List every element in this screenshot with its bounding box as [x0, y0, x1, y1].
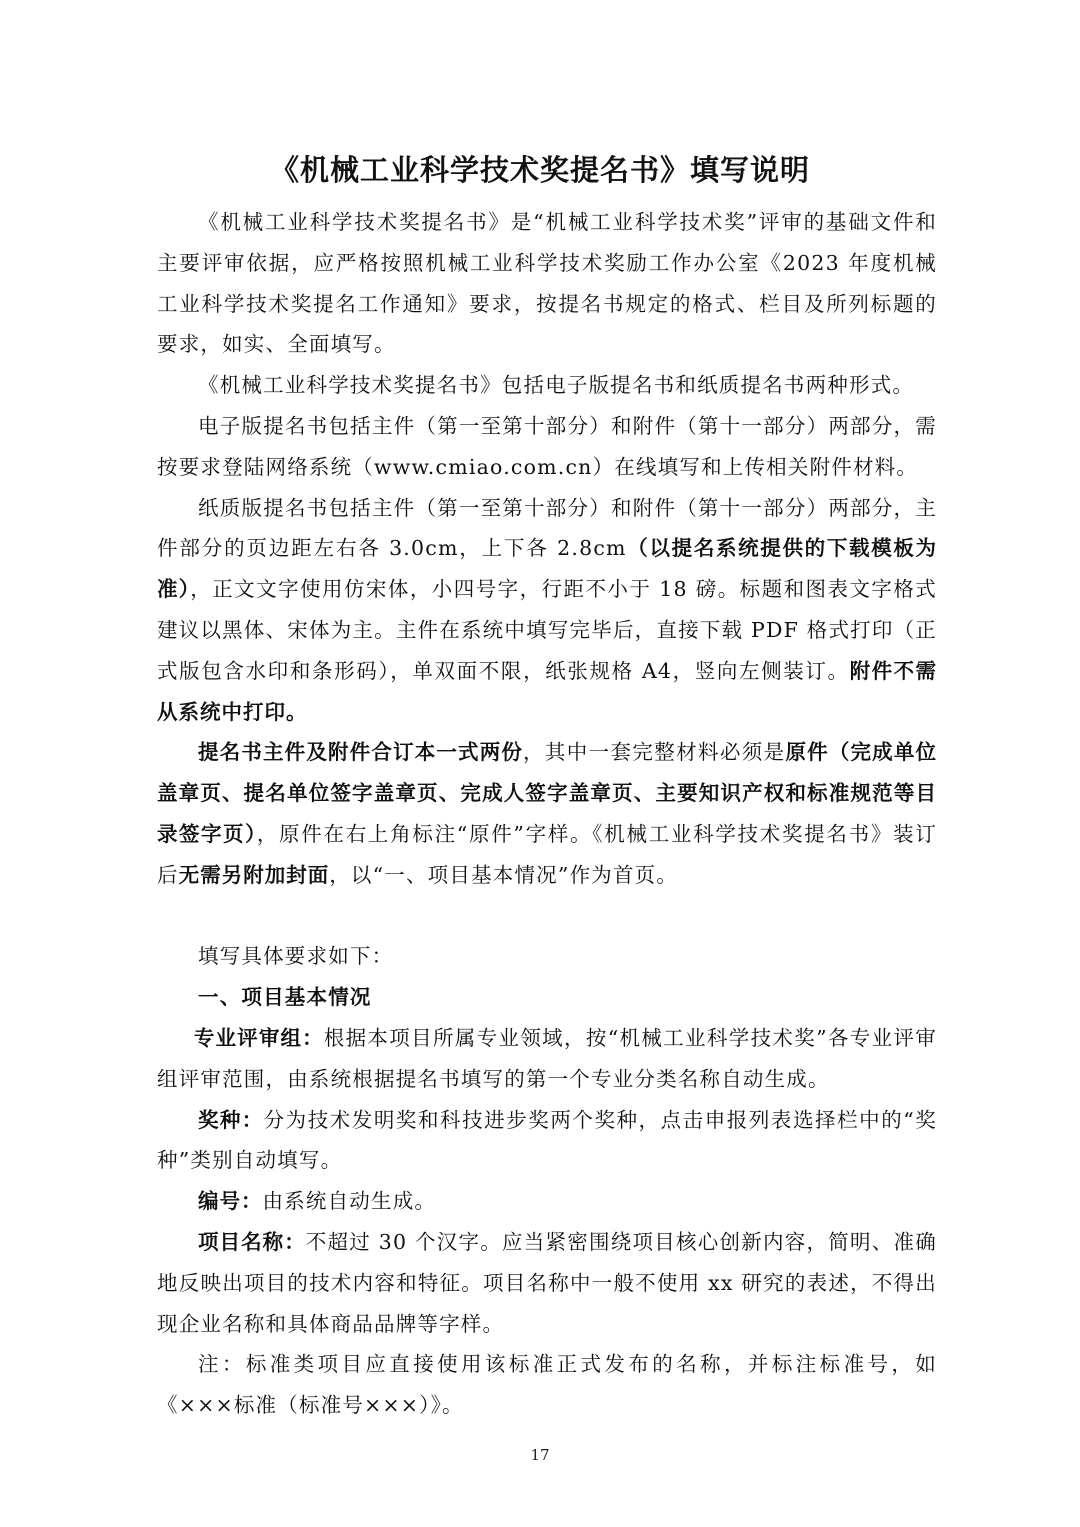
intro-paragraph-2: 《机械工业科学技术奖提名书》包括电子版提名书和纸质提名书两种形式。 [198, 373, 915, 398]
paragraph-4-text-a: 纸质版提名书包括主件（第一至第十部分）和附件（第十一部分）两部分，主件部分的页边距左右各 3.0cm，上下各 2.8cm [157, 495, 937, 561]
intro-paragraph-4 [157, 488, 937, 733]
section-1-heading: 一、项目基本情况 [198, 985, 372, 1010]
award-type-label: 奖种： [198, 1107, 264, 1132]
document-title: 《机械工业科学技术奖提名书》填写说明 [269, 153, 810, 187]
award-type-text: 分为技术发明奖和科技进步奖两个奖种，点击申报列表选择栏中的“奖种”类别自动填写。 [157, 1107, 937, 1173]
project-name-text: 不超过 30 个汉字。应当紧密围绕项目核心创新内容，简明、准确地反映出项目的技术内容和特征。项目名称中一般不使用 xx 研究的表述，不得出现企业名称和具体商品品牌等字样。 [157, 1229, 938, 1336]
paragraph-5-bold-originals: 原件（完成单位盖章页、提名单位签字盖章页、完成人签字盖章页、主要知识产权和标准规范等目录签字页） [157, 740, 938, 846]
intro-paragraph-1: 《机械工业科学技术奖提名书》是“机械工业科学技术奖”评审的基础文件和主要评审依据，应严格按照机械工业科学技术奖励工作办公室《2023 年度机械工业科学技术奖提名工作通知》要求，按提名书规定的格式、栏目及所列标题的要求，如实、全面填写。 [157, 210, 937, 357]
intro-paragraph-5 [157, 732, 937, 895]
number-text: 由系统自动生成。 [262, 1189, 437, 1214]
project-name-paragraph [157, 1222, 937, 1344]
project-name-label: 项目名称： [198, 1229, 306, 1254]
paragraph-4-bold-template-note: （以提名系统提供的下载模板为准） [157, 536, 937, 602]
page-number: 17 [530, 1446, 550, 1464]
award-type-paragraph [157, 1100, 937, 1182]
note-paragraph: 注：标准类项目应直接使用该标准正式发布的名称，并标注标准号，如《×××标准（标准号×××）》。 [157, 1352, 937, 1418]
requirements-lead: 填写具体要求如下： [198, 944, 394, 969]
paragraph-5-bold-no-cover: 无需另附加封面 [178, 862, 330, 887]
review-group-text: 根据本项目所属专业领域，按“机械工业科学技术奖”各专业评审组评审范围，由系统根据提名书填写的第一个专业分类名称自动生成。 [157, 1025, 937, 1091]
paragraph-5-text-d: ，原件在右上角标注“原件”字样。《机械工业科学技术奖提名书》装订后 [157, 821, 938, 887]
document-body [157, 202, 937, 1426]
blank-line [157, 896, 937, 937]
paragraph-5-text-f: ，以“一、项目基本情况”作为首页。 [329, 862, 679, 887]
number-label: 编号： [198, 1189, 263, 1214]
review-group-label: 专业评审组： [193, 1025, 324, 1050]
number-paragraph [157, 1181, 937, 1222]
paragraph-5-text-b: ，其中一套完整材料必须是 [523, 740, 786, 765]
review-group-paragraph [157, 1018, 937, 1100]
paragraph-5-bold-copies: 提名书主件及附件合订本一式两份 [198, 740, 524, 765]
paragraph-4-text-c: ，正文文字使用仿宋体，小四号字，行距不小于 18 磅。标题和图表文字格式建议以黑体、宋体为主。主件在系统中填写完毕后，直接下载 PDF 格式打印（正式版包含水印和条形码），单双面不限，纸张规格 A4，竖向左侧装订。 [157, 577, 937, 683]
paragraph-4-bold-attachment-note: 附件不需从系统中打印。 [157, 658, 937, 724]
intro-paragraph-3: 电子版提名书包括主件（第一至第十部分）和附件（第十一部分）两部分，需按要求登陆网络系统（www.cmiao.com.cn）在线填写和上传相关附件材料。 [157, 413, 937, 479]
